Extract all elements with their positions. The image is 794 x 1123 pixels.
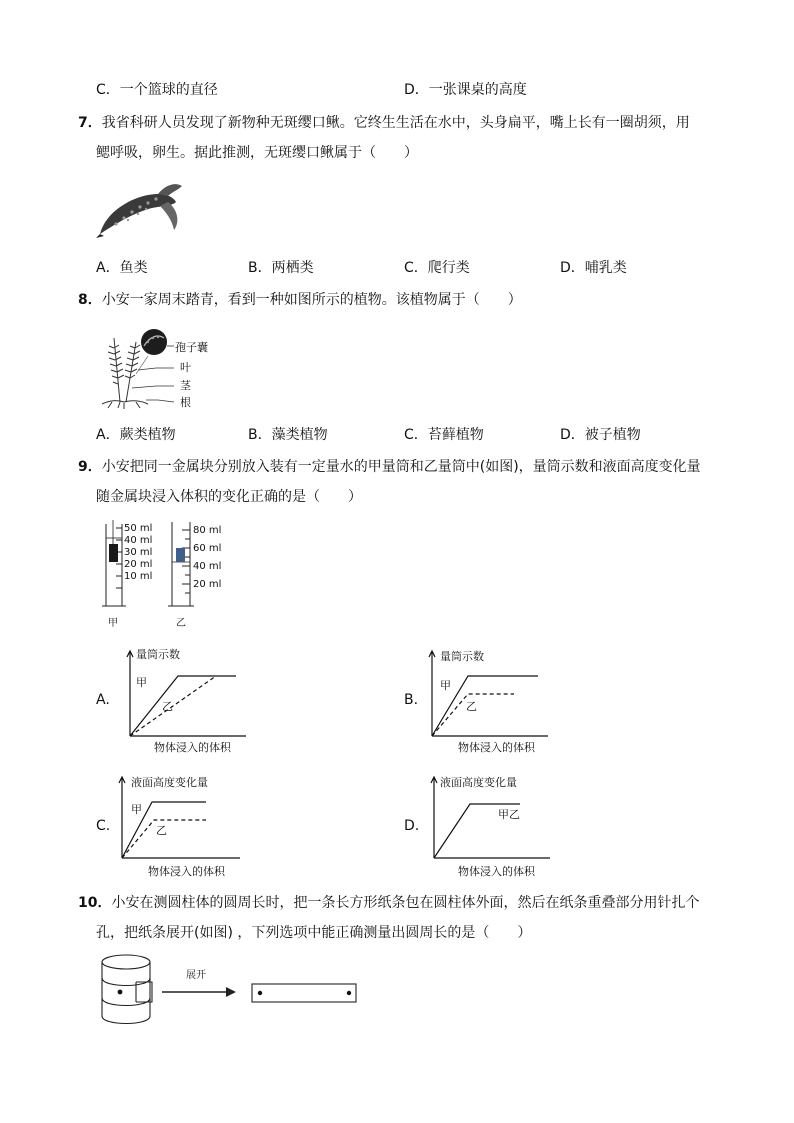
fish-illustration (96, 180, 186, 240)
q8-text: 小安一家周末踏青，看到一种如图所示的植物。该植物属于（ ） (101, 292, 522, 308)
q10-number: 10． (78, 895, 112, 911)
q6-option-d: D．一张课桌的高度 (404, 82, 527, 98)
graph-a-letter: A. (96, 692, 110, 708)
graph-a (120, 648, 250, 740)
q10-stem-line1 (78, 893, 699, 913)
cyl-jia-label: 甲 (108, 618, 118, 629)
fern-label-leaf: 叶 (180, 361, 191, 374)
graph-b-letter: B. (404, 692, 419, 708)
cyl-jia-tick-20: 20 ml (124, 559, 153, 570)
q8-option-b: B．藻类植物 (248, 427, 328, 443)
graph-c-ylabel: 液面高度变化量 (131, 776, 208, 789)
q8-option-c: C．苔藓植物 (404, 427, 484, 443)
graph-a-jia: 甲 (136, 676, 147, 689)
cyl-yi-tick-80: 80 ml (193, 525, 222, 536)
graph-b-ylabel: 量筒示数 (440, 650, 484, 663)
wrapped-cylinder (96, 952, 160, 1028)
cyl-yi-tick-60: 60 ml (193, 543, 222, 554)
cyl-yi-tick-40: 40 ml (193, 561, 222, 572)
q7-option-c: C．爬行类 (404, 260, 470, 276)
unfold-arrow (160, 982, 240, 1002)
graduated-cylinders (96, 518, 256, 618)
cyl-jia-tick-30: 30 ml (124, 547, 153, 558)
unfolded-strip (250, 982, 360, 1006)
fern-label-stem: 茎 (180, 379, 191, 392)
q7-option-b: B．两栖类 (248, 260, 314, 276)
q9-text-1: 小安把同一金属块分别放入装有一定量水的甲量筒和乙量筒中(如图)，量筒示数和液面高度变化量 (101, 459, 701, 475)
q7-stem-line2: 鳃呼吸，卵生。据此推测，无斑缨口鳅属于（ ） (96, 145, 418, 161)
graph-b-xlabel: 物体浸入的体积 (458, 741, 535, 754)
graph-d-jiayi: 甲乙 (498, 808, 520, 821)
graph-d-ylabel: 液面高度变化量 (440, 776, 517, 789)
q10-stem-line2: 孔，把纸条展开(如图) ，下列选项中能正确测量出圆周长的是（ ） (96, 925, 532, 941)
fern-label-sporangium: 孢子囊 (175, 341, 208, 354)
graph-d-letter: D. (404, 818, 420, 834)
q9-number: 9． (78, 459, 102, 475)
q10-text-1: 小安在测圆柱体的圆周长时，把一条长方形纸条包在圆柱体外面，然后在纸条重叠部分用针扎个 (111, 895, 700, 911)
q8-option-a: A．蕨类植物 (96, 427, 176, 443)
q9-stem-line2: 随金属块浸入体积的变化正确的是（ ） (96, 489, 362, 505)
graph-a-ylabel: 量筒示数 (136, 648, 180, 661)
q7-option-d: D．哺乳类 (560, 260, 627, 276)
graph-a-yi: 乙 (162, 700, 173, 713)
q8-number: 8． (78, 292, 102, 308)
graph-b-yi: 乙 (466, 700, 477, 713)
graph-c-letter: C. (96, 818, 111, 834)
cyl-jia-tick-40: 40 ml (124, 535, 153, 546)
graph-d-xlabel: 物体浸入的体积 (458, 865, 535, 878)
q7-stem-line1 (78, 113, 690, 133)
cyl-jia-tick-50: 50 ml (124, 523, 153, 534)
fern-label-root: 根 (180, 396, 191, 409)
graph-b-jia: 甲 (440, 679, 451, 692)
graph-c-xlabel: 物体浸入的体积 (148, 865, 225, 878)
q7-number: 7． (78, 115, 102, 131)
q7-option-a: A．鱼类 (96, 260, 148, 276)
q8-option-d: D．被子植物 (560, 427, 641, 443)
graph-a-xlabel: 物体浸入的体积 (154, 741, 231, 754)
q8-stem (78, 290, 522, 310)
q7-text-1: 我省科研人员发现了新物种无斑缨口鳅。它终生生活在水中，头身扁平，嘴上长有一圈胡须，用 (101, 115, 690, 131)
unfold-label: 展开 (186, 970, 206, 981)
q9-stem-line1 (78, 457, 701, 477)
graph-c-jia: 甲 (131, 803, 142, 816)
q6-option-c: C．一个篮球的直径 (96, 82, 218, 98)
cyl-yi-tick-20: 20 ml (193, 579, 222, 590)
graph-c-yi: 乙 (156, 824, 167, 837)
cyl-jia-tick-10: 10 ml (124, 571, 153, 582)
cyl-yi-label: 乙 (176, 618, 186, 629)
